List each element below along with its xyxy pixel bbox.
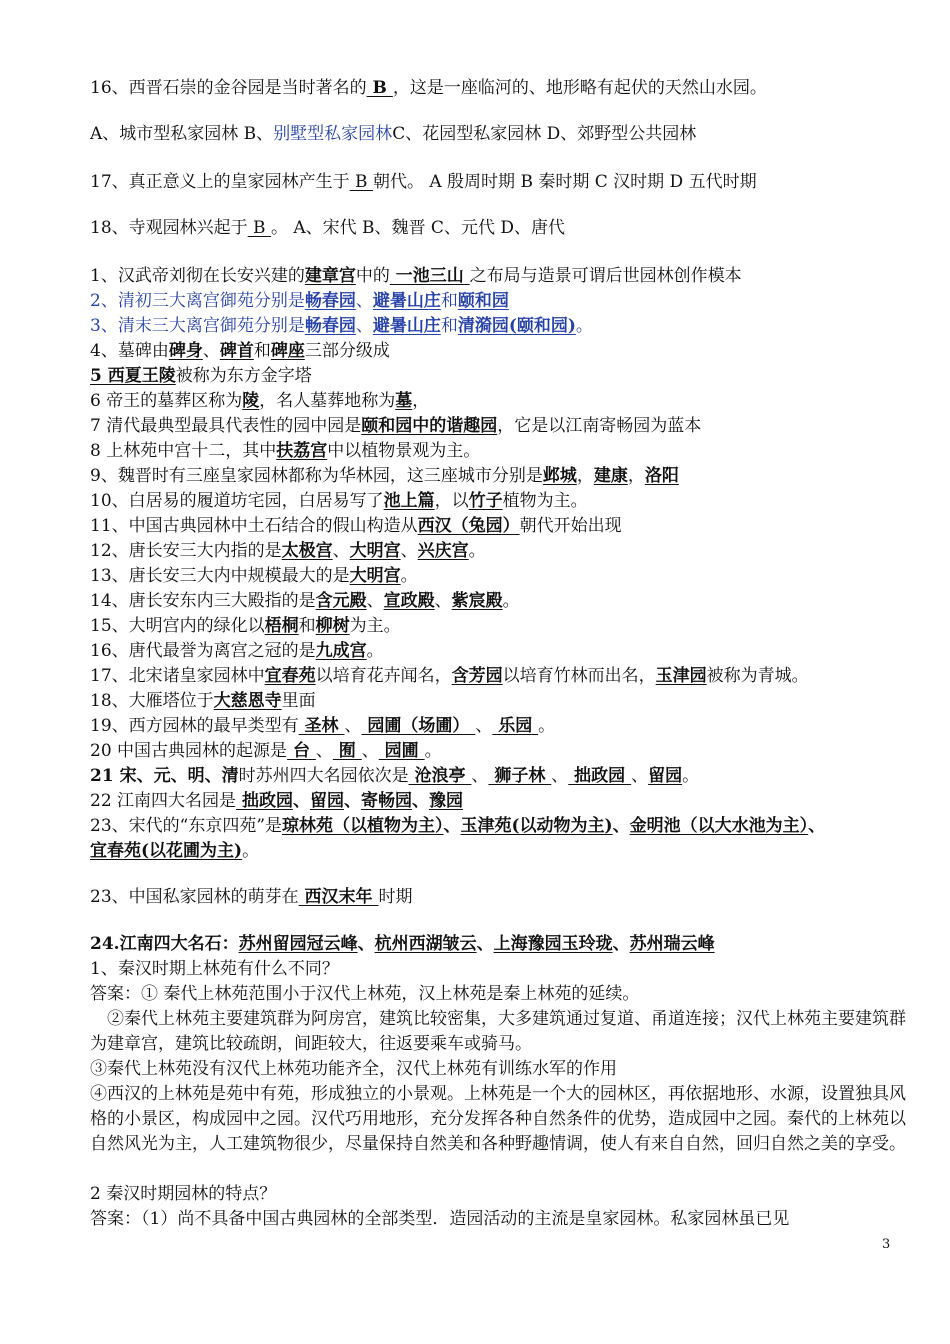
fill-21: 21 宋、元、明、清时苏州四大名园依次是 沧浪亭 、 狮子林 、 拙政园 、留园。 — [90, 766, 700, 786]
fill-17: 17、北宋诸皇家园林中宜春苑以培育花卉闻名，含芳园以培育竹林而出名，玉津园被称为青城。 — [90, 666, 809, 686]
fill-18: 18、大雁塔位于大慈恩寺里面 — [90, 691, 316, 711]
mc-q16: 16、西晋石崇的金谷园是当时著名的 B ，这是一座临河的、地形略有起伏的天然山水园。 — [90, 78, 767, 98]
fill-24: 24.江南四大名石：苏州留园冠云峰、杭州西湖皱云、上海豫园玉玲珑、苏州瑞云峰 — [90, 934, 715, 954]
fill-5: 5 西夏王陵被称为东方金字塔 — [90, 366, 312, 386]
mc-q18: 18、寺观园林兴起于 B 。 A、宋代 B、魏晋 C、元代 D、唐代 — [90, 218, 565, 238]
fill-19: 19、西方园林的最早类型有 圣林 、 园圃（场圃） 、 乐园 。 — [90, 716, 556, 736]
mc-q17: 17、真正意义上的皇家园林产生于 B 朝代。 A 殷周时期 B 秦时期 C 汉时期 D 五代时期 — [90, 172, 757, 192]
fill-1: 1、汉武帝刘彻在长安兴建的建章宫中的 一池三山 之布局与造景可谓后世园林创作模本 — [90, 266, 742, 286]
qa-q1-answer-3: ③秦代上林苑没有汉代上林苑功能齐全，汉代上林苑有训练水军的作用 — [90, 1059, 617, 1079]
fill-2: 2、清初三大离宫御苑分别是畅春园、避暑山庄和颐和园 — [90, 291, 509, 311]
fill-12: 12、唐长安三大内指的是太极宫、大明宫、兴庆宫。 — [90, 541, 486, 561]
fill-8: 8 上林苑中宫十二，其中扶荔宫中以植物景观为主。 — [90, 441, 481, 461]
qa-q1-title: 1、秦汉时期上林苑有什么不同？ — [90, 959, 339, 979]
fill-9: 9、魏晋时有三座皇家园林都称为华林园，这三座城市分别是邺城，建康，洛阳 — [90, 466, 679, 486]
fill-23-cont: 宜春苑(以花圃为主)。 — [90, 841, 260, 861]
fill-7: 7 清代最典型最具代表性的园中园是颐和园中的谐趣园，它是以江南寄畅园为蓝本 — [90, 416, 702, 436]
fill-10: 10、白居易的履道坊宅园，白居易写了池上篇，以竹子植物为主。 — [90, 491, 588, 511]
fill-11: 11、中国古典园林中土石结合的假山构造从西汉（兔园）朝代开始出现 — [90, 516, 622, 536]
fill-6: 6 帝王的墓葬区称为陵，名人墓葬地称为墓， — [90, 391, 430, 411]
qa-q1-answer-4: ④西汉的上林苑是苑中有苑，形成独立的小景观。上林苑是一个大的园林区，再依据地形、水源，设置独具风格的小景区，构成园中之园。汉代巧用地形，充分发挥各种自然条件的优势，造成园中之园。秦代的上林苑以自然风光为主，人工建筑物很少，尽量保持自然美和各种野趣情调，使人有来自自然，回归自然之美的享受。 — [90, 1084, 906, 1154]
fill-23: 23、宋代的“东京四苑”是琼林苑（以植物为主）、玉津苑(以动物为主)、金明池（以大水池为主）、 — [90, 816, 826, 836]
qa-q1-answer-1: 答案：① 秦代上林苑范围小于汉代上林苑，汉上林苑是秦上林苑的延续。 — [90, 984, 640, 1004]
qa-q2-answer-1: 答案：（1）尚不具备中国古典园林的全部类型．造园活动的主流是皇家园林。私家园林虽已见 — [90, 1209, 790, 1229]
fill-13: 13、唐长安三大内中规模最大的是大明宫。 — [90, 566, 418, 586]
fill-22: 22 江南四大名园是 拙政园、留园、寄畅园、豫园 — [90, 791, 463, 811]
fill-15: 15、大明宫内的绿化以梧桐和柳树为主。 — [90, 616, 401, 636]
qa-q2-title: 2 秦汉时期园林的特点？ — [90, 1184, 277, 1204]
mc-q16-options: A、城市型私家园林 B、别墅型私家园林C、花园型私家园林 D、郊野型公共园林 — [90, 124, 697, 144]
fill-16: 16、唐代最誉为离宫之冠的是九成宫。 — [90, 641, 384, 661]
fill-3: 3、清末三大离宫御苑分别是畅春园、避暑山庄和清漪园(颐和园)。 — [90, 316, 593, 336]
qa-q1-answer-2: ②秦代上林苑主要建筑群为阿房宫，建筑比较密集，大多建筑通过复道、甬道连接；汉代上林苑主要建筑群为建章宫，建筑比较疏朗，间距较大，往返要乘车或骑马。 — [90, 1009, 906, 1054]
fill-4: 4、墓碑由碑身、碑首和碑座三部分级成 — [90, 341, 390, 361]
fill-20: 20 中国古典园林的起源是 台 、 囿 、 园圃 。 — [90, 741, 442, 761]
fill-14: 14、唐长安东内三大殿指的是含元殿、宣政殿、紫宸殿。 — [90, 591, 520, 611]
fill-23-private: 23、中国私家园林的萌芽在 西汉末年 时期 — [90, 887, 413, 907]
page-number: 3 — [882, 1237, 891, 1252]
